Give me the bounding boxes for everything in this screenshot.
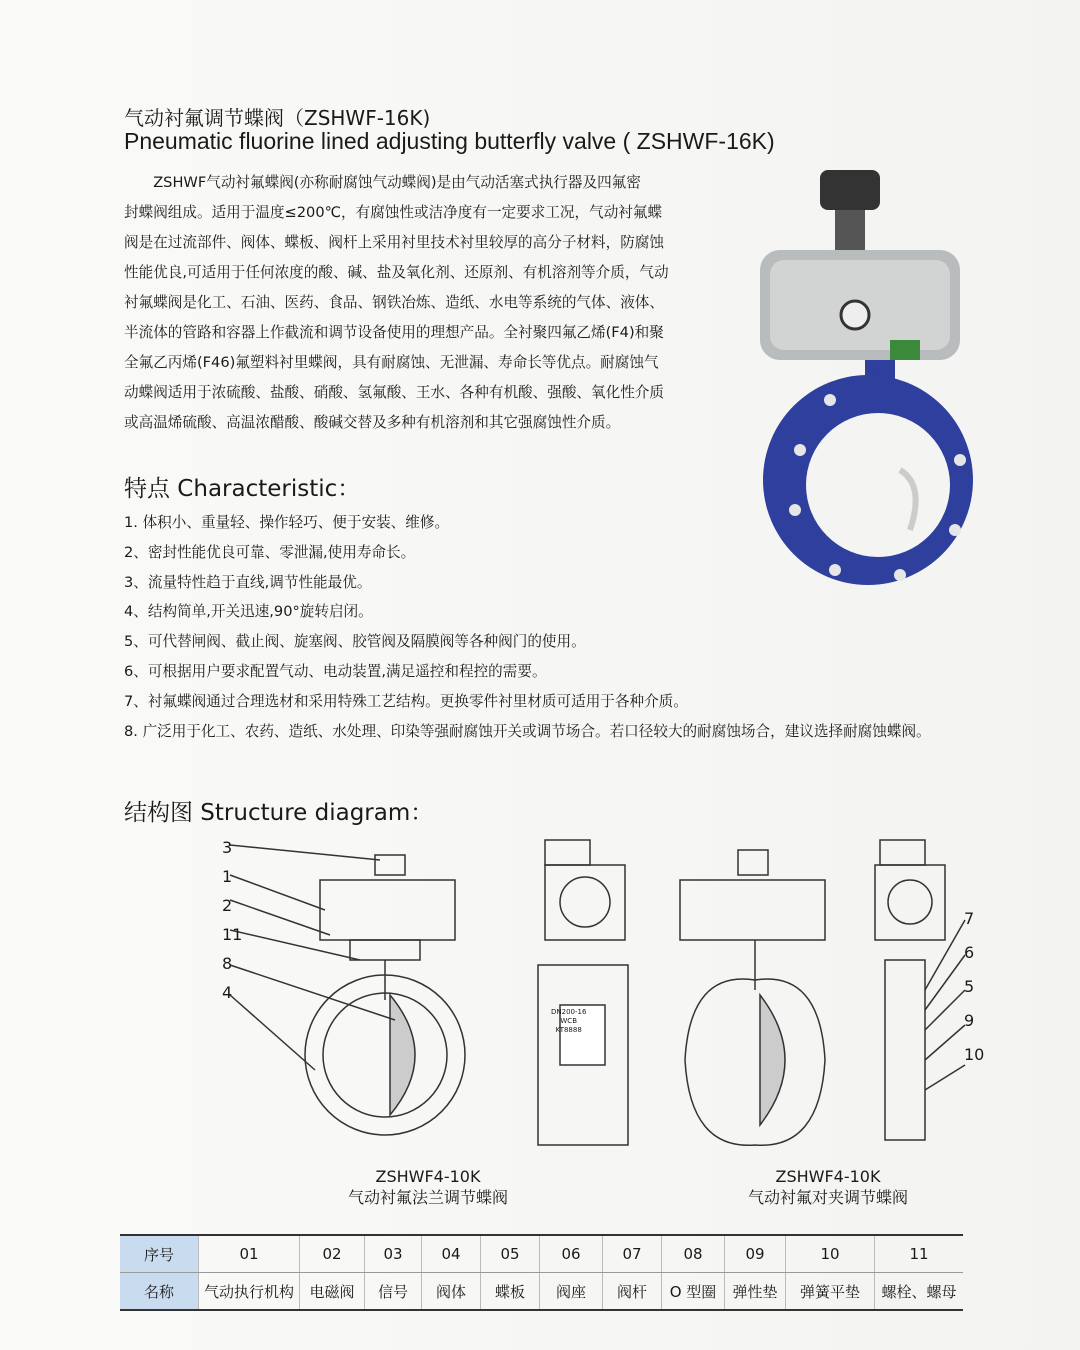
header-cell: 序号 [120, 1235, 199, 1273]
list-item: 1. 体积小、重量轻、操作轻巧、便于安装、维修。 [124, 514, 450, 531]
characteristics-list [124, 508, 931, 746]
table-cell: 05 [481, 1235, 540, 1273]
plate-text: DN200-16 [551, 1008, 587, 1016]
table-cell: 电磁阀 [300, 1273, 365, 1311]
list-item: 6、可根据用户要求配置气动、电动装置,满足遥控和程控的需要。 [124, 662, 547, 680]
list-item: 4、结构简单,开关迅速,90°旋转启闭。 [124, 603, 373, 621]
left-callouts [222, 833, 242, 1007]
name-plate [551, 1008, 586, 1035]
callout: 2 [222, 896, 233, 915]
callout: 1 [222, 867, 233, 886]
table-cell: 03 [365, 1235, 422, 1273]
table-cell: O 型圈 [662, 1273, 725, 1311]
callout: 8 [222, 954, 233, 973]
table-cell: 阀体 [422, 1273, 481, 1311]
title-cn: 气动衬氟调节蝶阀（ZSHWF-16K) [124, 106, 431, 130]
table-cell: 06 [540, 1235, 603, 1273]
parts-table [120, 1234, 963, 1311]
list-item: 8. 广泛用于化工、农药、造纸、水处理、印染等强耐腐蚀开关或调节场合。若口径较大的耐腐蚀场合，建议选择耐腐蚀蝶阀。 [124, 722, 931, 740]
title-en: Pneumatic fluorine lined adjusting butterfly valve ( ZSHWF-16K) [124, 128, 775, 154]
description-line: 封蝶阀组成。适用于温度≤200℃，有腐蚀性或洁净度有一定要求工况，气动衬氟蝶 [124, 204, 663, 221]
caption-model: ZSHWF4-10K [775, 1167, 881, 1186]
callout: 10 [964, 1045, 985, 1064]
caption-right [678, 1166, 978, 1208]
callout: 9 [964, 1011, 975, 1030]
table-cell: 弹簧平垫 [786, 1273, 875, 1311]
table-cell: 08 [662, 1235, 725, 1273]
caption-name: 气动衬氟对夹调节蝶阀 [747, 1188, 908, 1207]
table-cell: 气动执行机构 [199, 1273, 300, 1311]
callout: 11 [222, 925, 243, 944]
description-line: 全氟乙丙烯(F46)氟塑料衬里蝶阀，具有耐腐蚀、无泄漏、寿命长等优点。耐腐蚀气 [124, 354, 659, 371]
table-cell: 01 [199, 1235, 300, 1273]
caption-model: ZSHWF4-10K [375, 1167, 481, 1186]
table-cell: 04 [422, 1235, 481, 1273]
table-cell: 弹性垫 [725, 1273, 786, 1311]
table-cell: 10 [786, 1235, 875, 1273]
table-cell: 蝶板 [481, 1273, 540, 1311]
description-line: 或高温烯硫酸、高温浓醋酸、酸碱交替及多种有机溶剂和其它强腐蚀性介质。 [124, 414, 621, 431]
table-cell: 07 [603, 1235, 662, 1273]
caption-name: 气动衬氟法兰调节蝶阀 [347, 1188, 508, 1207]
table-cell: 阀杆 [603, 1273, 662, 1311]
right-callouts [964, 902, 984, 1072]
callout: 6 [964, 943, 975, 962]
characteristic-heading: 特点 Characteristic： [124, 476, 361, 502]
callout: 4 [222, 983, 233, 1002]
description-line: 半流体的管路和容器上作截流和调节设备使用的理想产品。全衬聚四氟乙烯(F4)和聚 [124, 324, 664, 341]
list-item: 3、流量特性趋于直线,调节性能最优。 [124, 573, 372, 591]
caption-left [278, 1166, 578, 1208]
list-item: 2、密封性能优良可靠、零泄漏,使用寿命长。 [124, 543, 416, 561]
list-item: 5、可代替闸阀、截止阀、旋塞阀、胶管阀及隔膜阀等各种阀门的使用。 [124, 633, 586, 651]
description [124, 168, 724, 438]
table-cell: 阀座 [540, 1273, 603, 1311]
plate-text: WCB [560, 1017, 578, 1025]
callout: 7 [964, 909, 975, 928]
structure-heading: 结构图 Structure diagram： [124, 800, 434, 826]
table-cell: 11 [875, 1235, 964, 1273]
structure-diagrams [220, 830, 1000, 1160]
list-item: 7、衬氟蝶阀通过合理选材和采用特殊工艺结构。更换零件衬里材质可适用于各种介质。 [124, 692, 688, 710]
callout: 3 [222, 838, 233, 857]
description-line: 动蝶阀适用于浓硫酸、盐酸、硝酸、氢氟酸、王水、各种有机酸、强酸、氧化性介质 [124, 384, 664, 401]
table-row [120, 1235, 963, 1273]
header-cell: 名称 [120, 1273, 199, 1311]
description-line: 性能优良,可适用于任何浓度的酸、碱、盐及氧化剂、还原剂、有机溶剂等介质，气动 [124, 264, 669, 281]
table-row [120, 1273, 963, 1311]
description-line: ZSHWF气动衬氟蝶阀(亦称耐腐蚀气动蝶阀)是由气动活塞式执行器及四氟密 [124, 174, 641, 191]
callout: 5 [964, 977, 975, 996]
table-cell: 信号 [365, 1273, 422, 1311]
table-cell: 09 [725, 1235, 786, 1273]
table-cell: 螺栓、螺母 [875, 1273, 964, 1311]
plate-text: KT8888 [555, 1026, 582, 1034]
table-cell: 02 [300, 1235, 365, 1273]
description-line: 衬氟蝶阀是化工、石油、医药、食品、钢铁冶炼、造纸、水电等系统的气体、液体、 [124, 294, 664, 311]
description-line: 阀是在过流部件、阀体、蝶板、阀杆上采用衬里技术衬里较厚的高分子材料，防腐蚀 [124, 234, 664, 251]
